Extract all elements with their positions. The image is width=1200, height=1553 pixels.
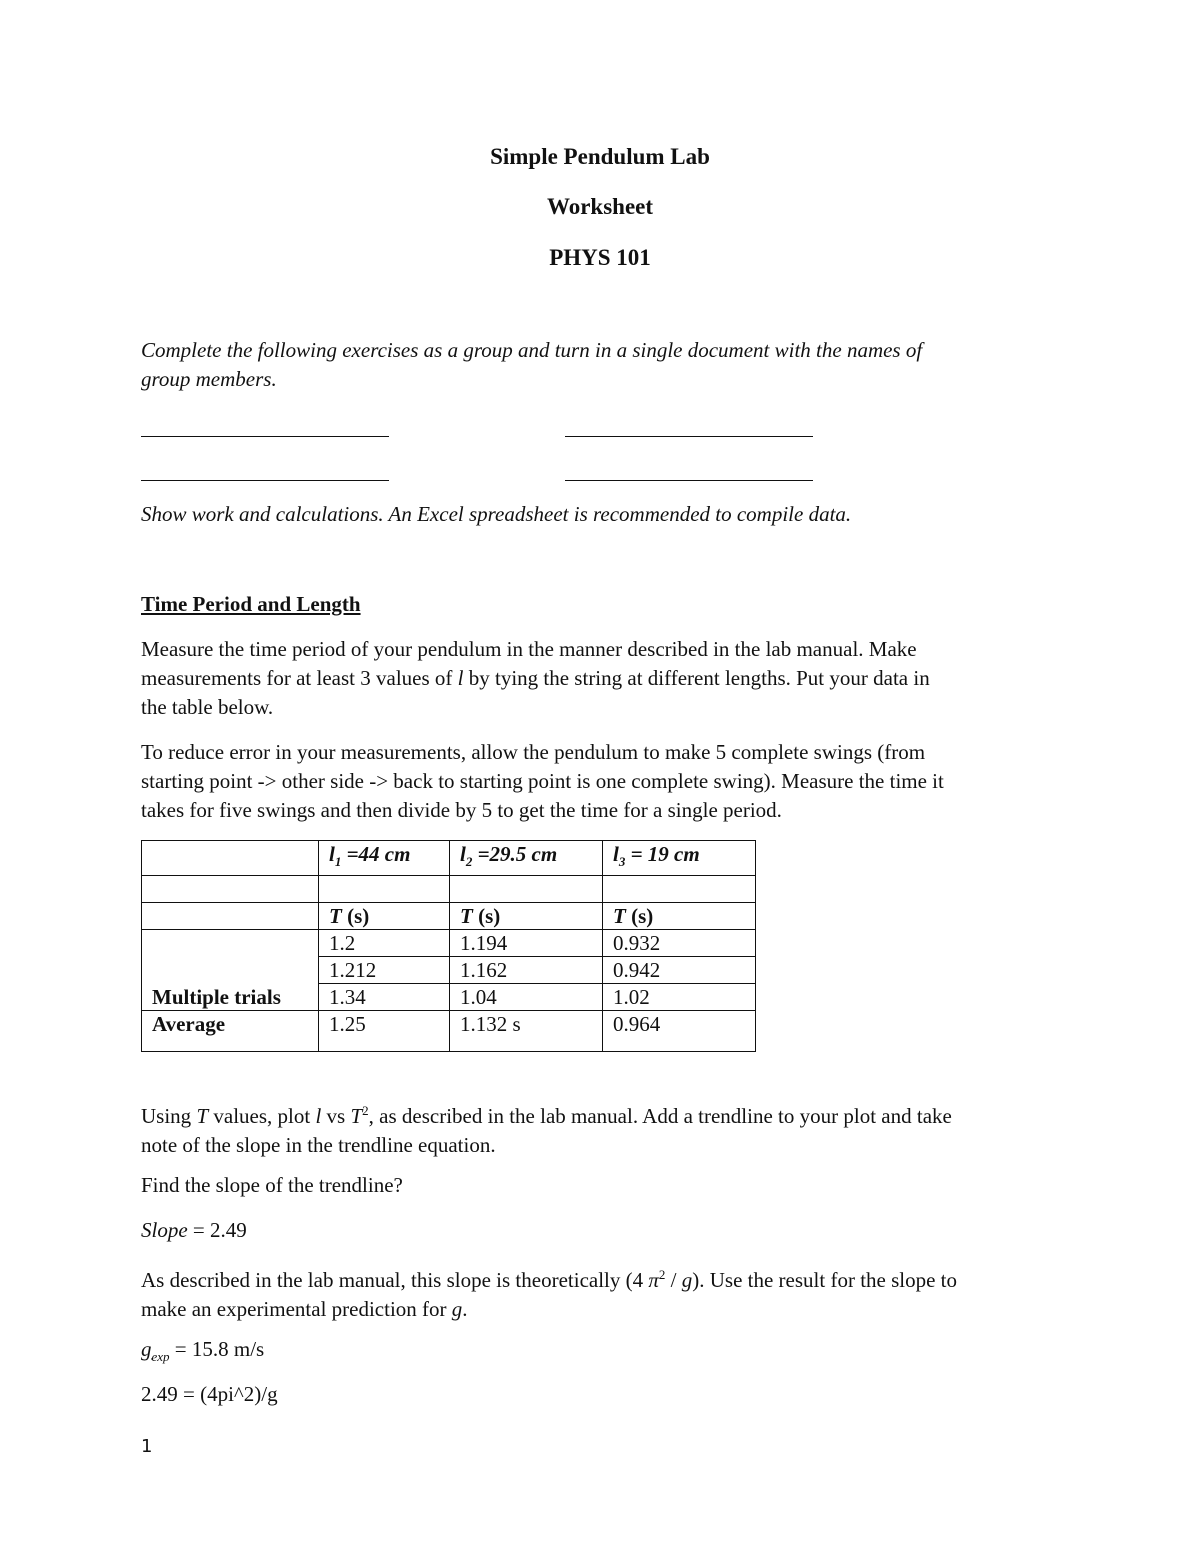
table-unit-row (142, 903, 756, 930)
trial-cell: 1.02 (603, 984, 756, 1011)
table-row (142, 876, 756, 903)
error-line-2: starting point -> other side -> back to starting point is one complete swing). Measure the time it (141, 769, 944, 793)
name-line-1[interactable] (141, 436, 389, 437)
error-line-3: takes for five swings and then divide by 5 to get the time for a single period. (141, 798, 782, 822)
unit-header: T (s) (603, 903, 756, 930)
page-number: 1 (141, 1436, 153, 1457)
average-label: Average (142, 1011, 319, 1052)
slope-question: Find the slope of the trendline? (141, 1173, 403, 1197)
name-line-2[interactable] (565, 436, 813, 437)
final-equation: 2.49 = (4pi^2)/g (141, 1382, 278, 1406)
average-cell: 1.132 s (450, 1011, 603, 1052)
section-heading: Time Period and Length (141, 592, 361, 616)
unit-header: T (s) (319, 903, 450, 930)
plot-line-2: note of the slope in the trendline equation. (141, 1133, 496, 1157)
group-instructions (141, 336, 1071, 394)
trial-cell: 0.942 (603, 957, 756, 984)
trial-cell: 0.932 (603, 930, 756, 957)
group-instructions-line-2: group members. (141, 367, 277, 391)
trial-cell: 1.162 (450, 957, 603, 984)
name-line-4[interactable] (565, 480, 813, 481)
slope-value: = 2.49 (187, 1218, 247, 1242)
theory-line-1: As described in the lab manual, this slope is theoretically (4 $\pi^2 / g$). Use the result for the slope to (141, 1267, 958, 1292)
error-line-1: To reduce error in your measurements, allow the pendulum to make 5 complete swings (from (141, 740, 926, 764)
g-exp-value: = 15.8 m/s (169, 1337, 265, 1361)
measure-line-1: Measure the time period of your pendulum in the manner described in the lab manual. Make (141, 637, 917, 661)
measure-line-3: the table below. (141, 695, 274, 719)
pendulum-data-table (141, 840, 756, 1052)
theory-paragraph (141, 1260, 1071, 1324)
trial-cell: 1.2 (319, 930, 450, 957)
table-row (142, 930, 756, 957)
table-header-row (142, 841, 756, 876)
doc-title: Simple Pendulum Lab (490, 144, 710, 169)
name-line-3[interactable] (141, 480, 389, 481)
show-work-note: Show work and calculations. An Excel spreadsheet is recommended to compile data. (141, 502, 852, 526)
doc-subtitle: Worksheet (546, 194, 654, 219)
average-cell: 0.964 (603, 1011, 756, 1052)
col-header-l1: $l_1 =44$ cm (319, 841, 450, 876)
plot-line-1: Using T values, plot l vs $T^2$, as described in the lab manual. Add a trendline to your plot and take (141, 1103, 952, 1128)
trial-cell: 1.212 (319, 957, 450, 984)
average-cell: 1.25 (319, 1011, 450, 1052)
trial-cell: 1.04 (450, 984, 603, 1011)
slope-answer (141, 1216, 1071, 1245)
theory-line-2: make an experimental prediction for g. (141, 1297, 468, 1321)
measure-line-2: measurements for at least 3 values of l by tying the string at different lengths. Put your data in (141, 666, 930, 690)
table-corner-cell (142, 841, 319, 876)
multiple-trials-label: Multiple trials (142, 930, 319, 1011)
plot-paragraph (141, 1096, 1071, 1160)
error-paragraph (141, 738, 1071, 825)
trial-cell: 1.34 (319, 984, 450, 1011)
g-experimental (141, 1335, 1071, 1371)
unit-header: T (s) (450, 903, 603, 930)
g-exp-label: $g_{exp}$ (141, 1337, 170, 1365)
course-code: PHYS 101 (549, 245, 651, 270)
trial-cell: 1.194 (450, 930, 603, 957)
group-instructions-line-1: Complete the following exercises as a group and turn in a single document with the names of (141, 338, 923, 362)
slope-label: Slope (141, 1218, 188, 1242)
col-header-l3: $l_3 = 19$ cm (603, 841, 756, 876)
length-var: l (457, 666, 464, 690)
col-header-l2: $l_2 =29.5$ cm (450, 841, 603, 876)
table-average-row (142, 1011, 756, 1052)
measure-paragraph (141, 635, 1071, 722)
